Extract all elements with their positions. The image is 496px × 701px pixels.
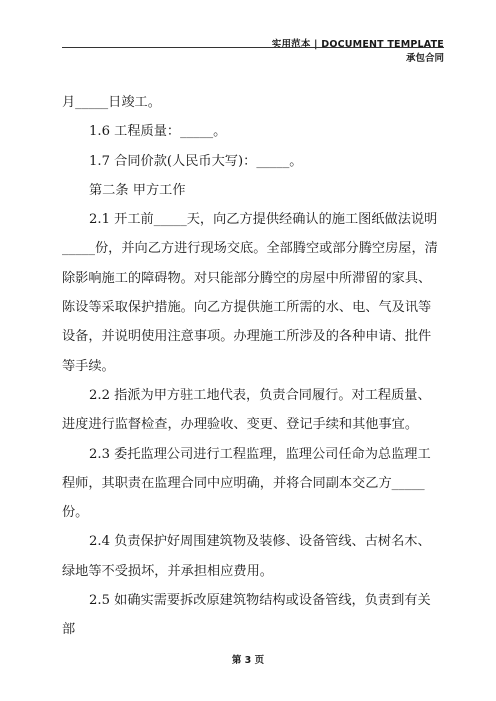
paragraph-1-6: 1.6 工程质量：_____。 [89,124,227,140]
header-subtitle: 承包合同 [405,53,444,64]
paragraph-2-1: 2.1 开工前_____天，向乙方提供经确认的施工图纸做法说明_____份，并向乙方进行现场交底。全部腾空或部分腾空房屋，清除影响施工的障碍物。对只能部分腾空的房屋中所滞留的家具、陈设等采取保护措施。向乙方提供施工所需的水、电、气及讯等设备，并说明使用注意事项。办理施工所涉及的各种申请、批件等手续。 [62,212,438,374]
page-number: 第 3 页 [231,655,265,666]
header-title: 实用范本 | DOCUMENT TEMPLATE [271,39,444,50]
paragraph-2-3: 2.3 委托监理公司进行工程监理，监理公司任命为总监理工程师，其职责在监理合同中应明确，并将合同副本交乙方_____份。 [62,446,431,521]
paragraph-2-2: 2.2 指派为甲方驻工地代表，负责合同履行。对工程质量、进度进行监督检查，办理验收、变更、登记手续和其他事宜。 [62,387,431,433]
document-body [62,88,442,645]
paragraph-completion-date: 月_____日竣工。 [62,95,161,110]
paragraph-2-4: 2.4 负责保护好周围建筑物及装修、设备管线、古树名木、绿地等不受损坏，并承担相应费用。 [62,534,431,579]
section-heading-article-2: 第二条 甲方工作 [89,182,186,198]
paragraph-1-7: 1.7 合同价款(人民币大写)：_____。 [89,153,303,169]
paragraph-2-5: 2.5 如确实需要拆改原建筑物结构或设备管线，负责到有关部 [62,593,431,638]
header-divider [62,47,444,48]
